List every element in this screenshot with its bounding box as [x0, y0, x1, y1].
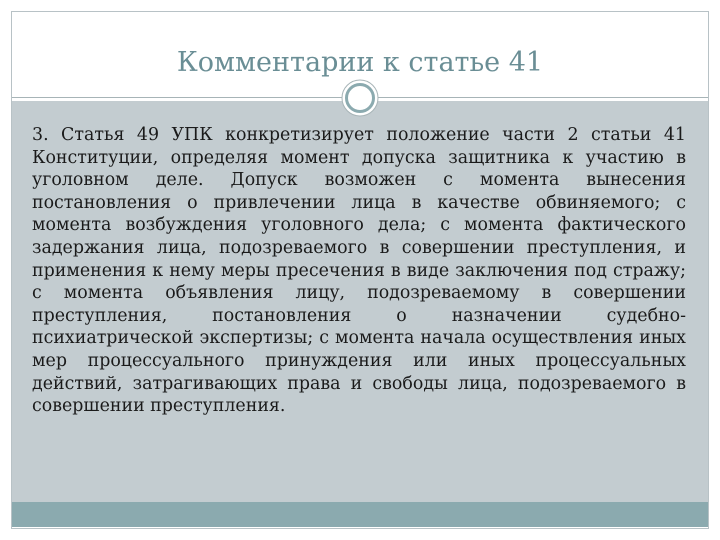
slide-title: Комментарии к статье 41 [176, 47, 544, 78]
body-text: 3. Статья 49 УПК конкретизирует положение части 2 статьи 41 Конституции, определяя момент допуска защитника к участию в уголовном деле. Допуск возможен с момента вынесения постановления о привлечении лица в качестве обвиняемого; с момента возбуждения уголовного дела; с момента фактического задержания лица, подозреваемого в совершении преступления, и применения к нему меры пресечения в виде заключения под стражу; с момента объявления лицу, подозреваемому в совершении преступления, постановления о назначении судебно-психиатрической экспертизы; с момента начала осуществления иных мер процессуального принуждения или иных процессуальных действий, затрагивающих права и свободы лица, подозреваемого в совершении преступления. [32, 125, 686, 417]
circle-ornament-icon [341, 79, 379, 117]
content-area [12, 101, 708, 502]
footer-bar [12, 502, 708, 527]
